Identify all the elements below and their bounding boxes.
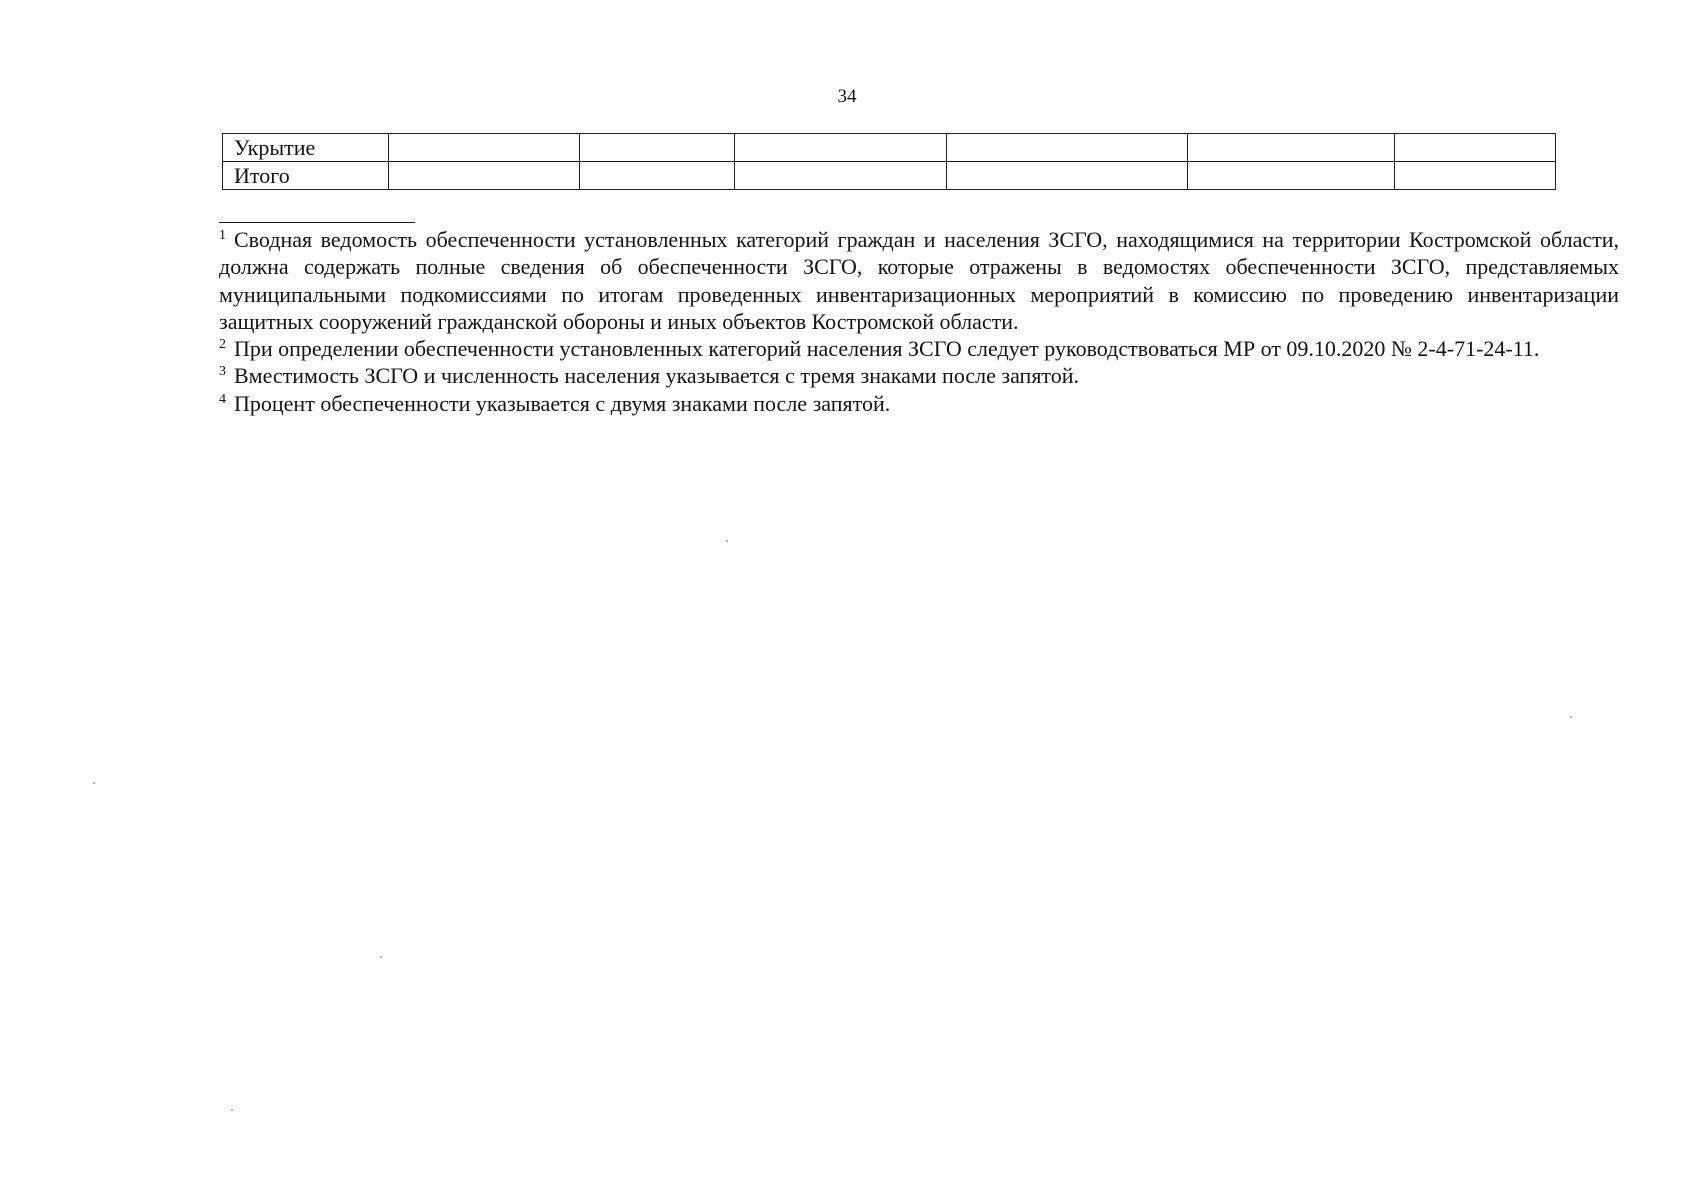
- footnote-2: [219, 335, 1619, 362]
- table-cell: [580, 134, 735, 162]
- footnote-1: [219, 226, 1619, 335]
- footnote-text: Сводная ведомость обеспеченности установленных категорий граждан и населения ЗСГО, находящимися на территории Костромской области, должна содержать полные сведения об обеспеченности ЗСГО, которые отражены в ведомостях обеспеченности ЗСГО, представляемых муниципальными подкомиссиями по итогам проведенных инвентаризационных мероприятий в комиссию по проведению инвентаризации защитных сооружений гражданской обороны и иных объектов Костромской области.: [219, 227, 1619, 334]
- scan-speck: [93, 782, 95, 784]
- table-row-shelter: [223, 134, 1556, 162]
- row-label-shelter: Укрытие: [223, 134, 389, 162]
- footnote-marker: 1: [219, 228, 226, 243]
- footnote-text: Процент обеспеченности указывается с двумя знаками после запятой.: [234, 390, 891, 416]
- footnote-text: При определении обеспеченности установленных категорий населения ЗСГО следует руководствоваться МР от 09.10.2020 № 2-4-71-24-11.: [234, 336, 1540, 362]
- table-cell: [1188, 134, 1395, 162]
- row-label-total: Итого: [223, 162, 389, 190]
- scan-speck: [231, 1109, 233, 1111]
- table-cell: [389, 162, 580, 190]
- summary-table: [222, 133, 1556, 190]
- footnote-separator: [219, 222, 415, 223]
- table-cell: [1395, 134, 1556, 162]
- scan-speck: [380, 956, 382, 958]
- scan-speck: [1570, 716, 1572, 718]
- footnote-marker: 2: [219, 337, 226, 353]
- table-cell: [735, 134, 947, 162]
- table-cell: [1395, 162, 1556, 190]
- page-number: 34: [837, 86, 857, 107]
- table-cell: [580, 162, 735, 190]
- table-row-total: [223, 162, 1556, 190]
- scan-speck: [726, 540, 728, 542]
- footnote-marker: 4: [219, 391, 226, 407]
- footnote-4: [219, 390, 1619, 417]
- footnote-marker: 3: [219, 364, 226, 380]
- table-cell: [1188, 162, 1395, 190]
- table-cell: [947, 134, 1188, 162]
- table-cell: [389, 134, 580, 162]
- footnotes: [219, 226, 1619, 417]
- table-cell: [947, 162, 1188, 190]
- table-cell: [735, 162, 947, 190]
- footnote-3: [219, 362, 1619, 389]
- footnote-text: Вместимость ЗСГО и численность населения указывается с тремя знаками после запятой.: [234, 363, 1080, 389]
